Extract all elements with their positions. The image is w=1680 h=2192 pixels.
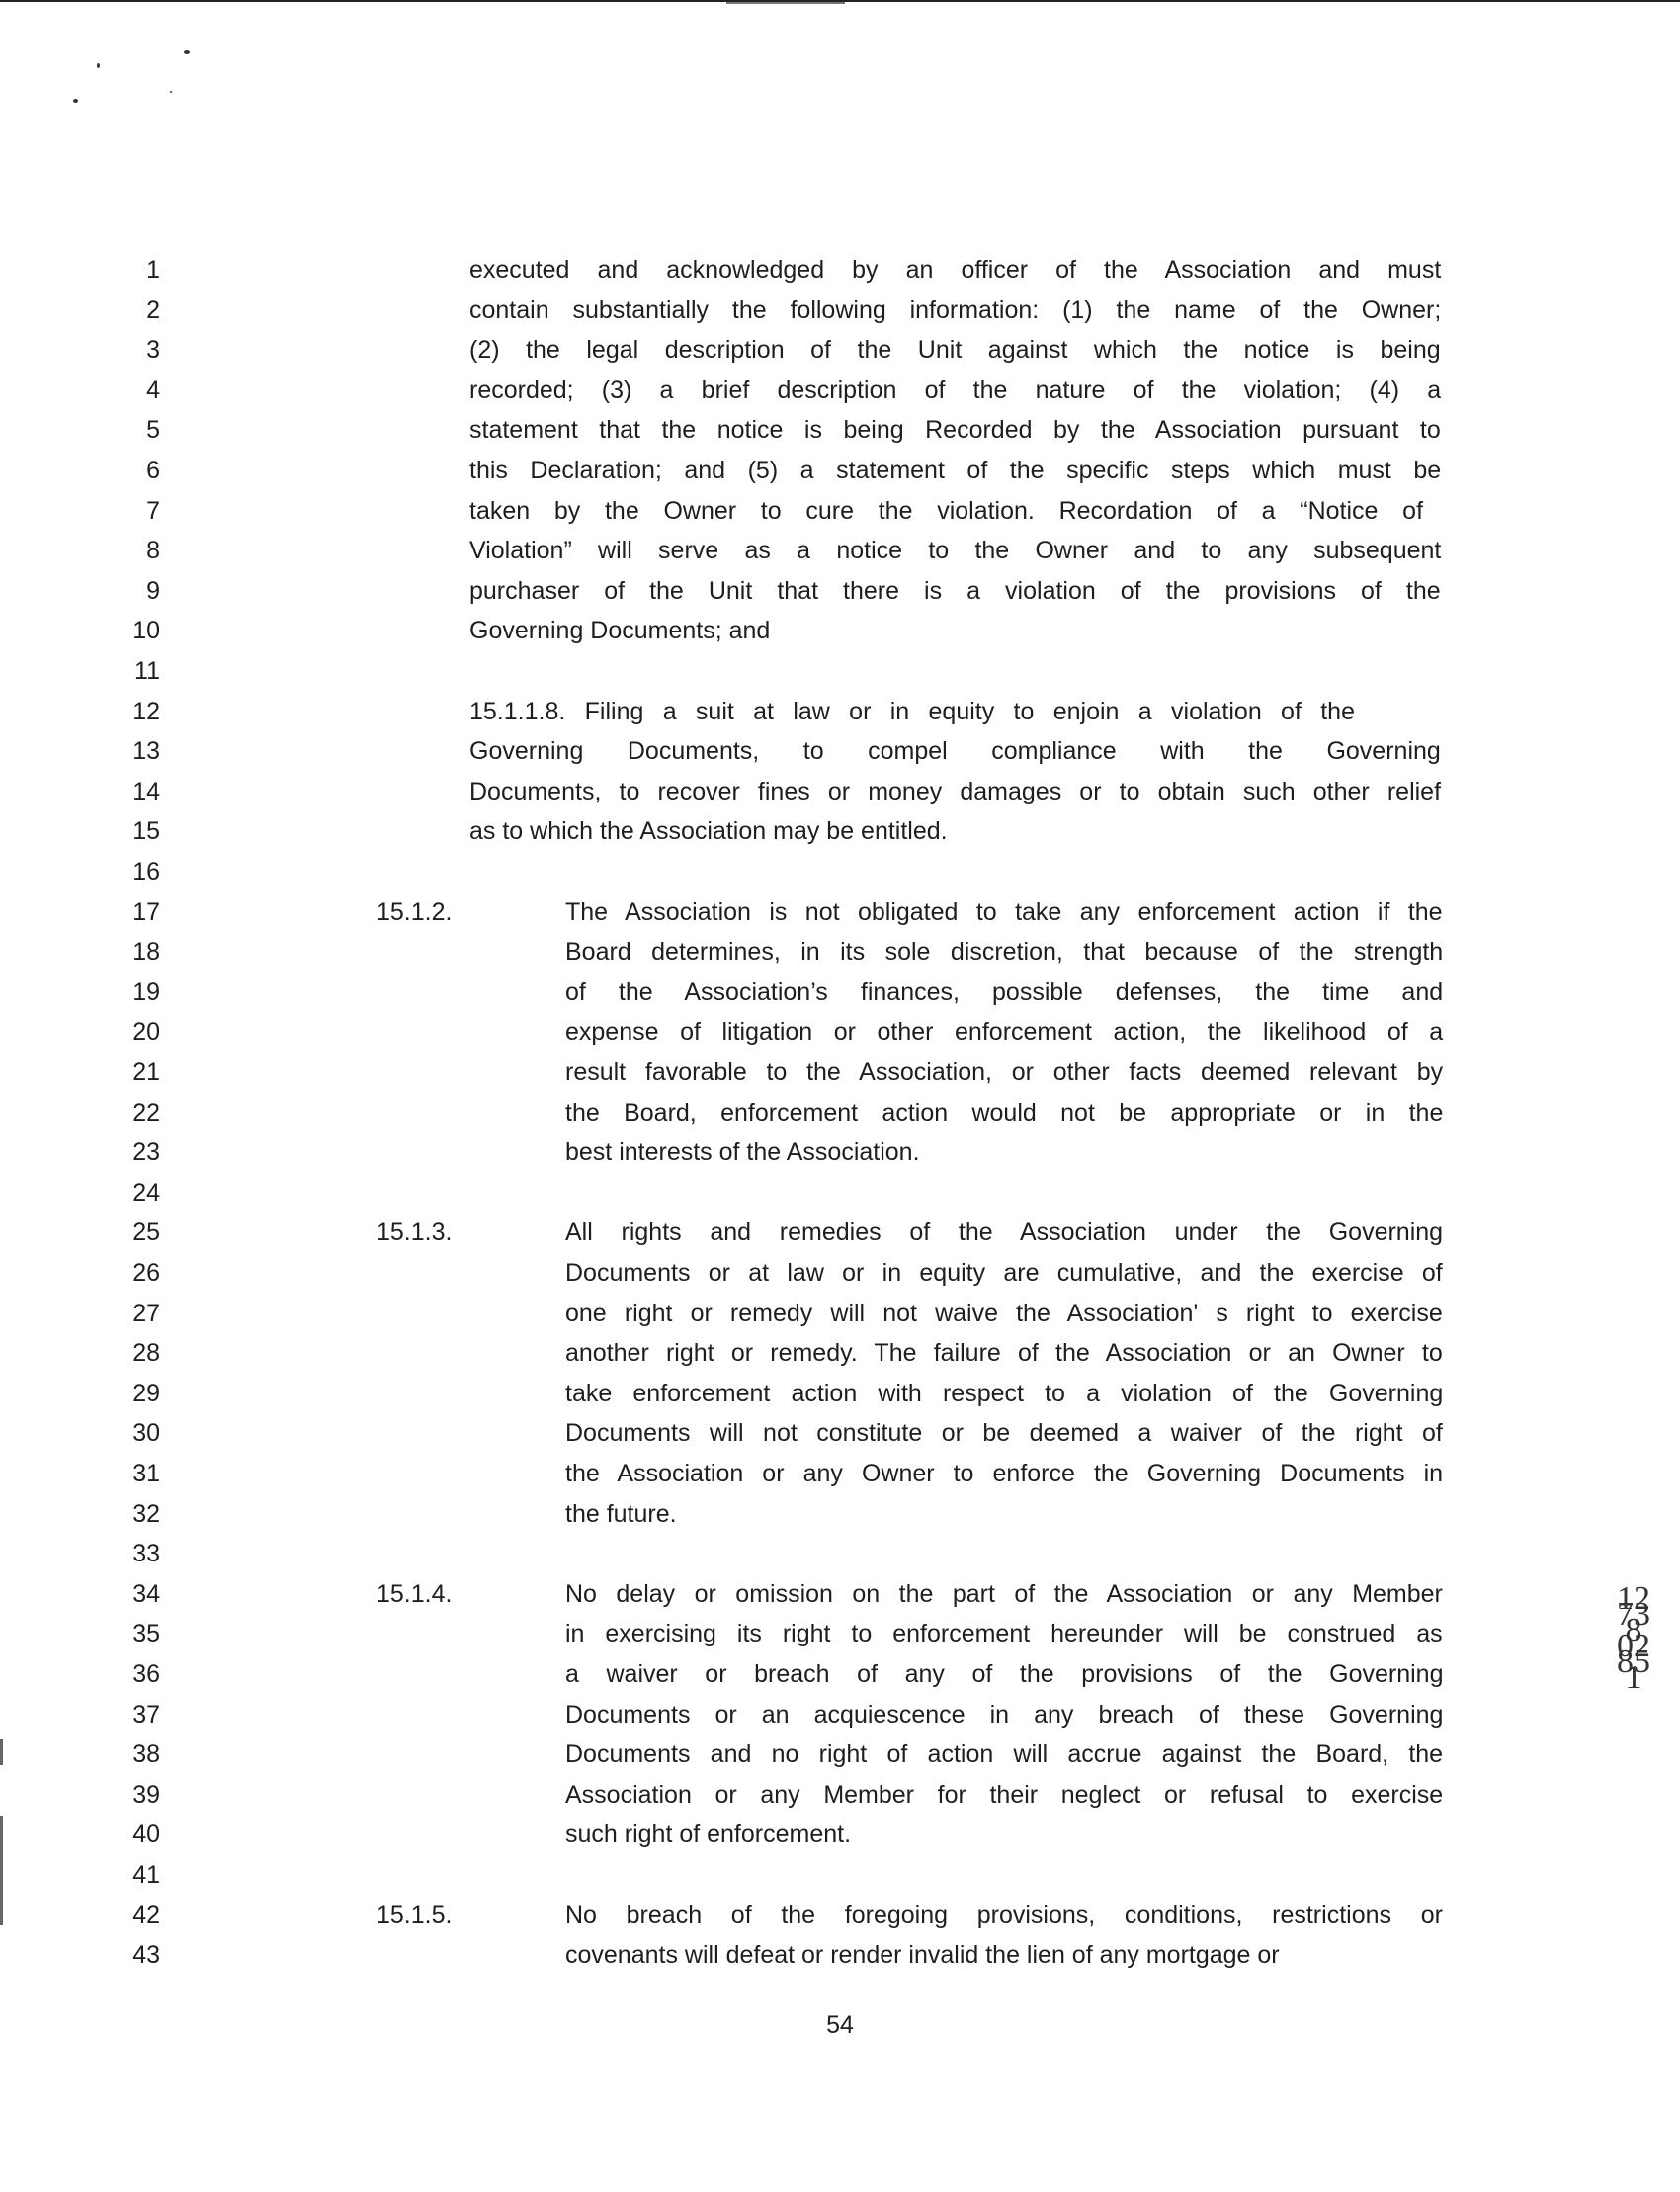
paragraph-line: expense of litigation or other enforcement action, the likelihood of a — [565, 1018, 1444, 1047]
paragraph-line: take enforcement action with respect to a violation of the Governing — [565, 1379, 1444, 1407]
paragraph-line: Violation” will serve as a notice to the Owner and to any subsequent — [469, 537, 1442, 565]
scan-edge — [0, 1816, 3, 1925]
paragraph-line: Association or any Member for their neglect or refusal to exercise — [565, 1780, 1444, 1809]
line-number: 39 — [132, 1780, 160, 1809]
line-number: 6 — [146, 457, 160, 484]
paragraph — [565, 1219, 1443, 1540]
line-number: 7 — [146, 496, 160, 525]
paragraph-line: a waiver or breach of any of the provisions of the Governing — [565, 1659, 1444, 1688]
line-number: 24 — [132, 1178, 160, 1207]
line-number: 9 — [146, 576, 160, 605]
line-number: 36 — [132, 1660, 160, 1688]
paragraph-line: another right or remedy. The failure of the Association or an Owner to — [565, 1339, 1443, 1368]
line-number: 23 — [132, 1138, 160, 1167]
paragraph-line: The Association is not obligated to take any enforcement action if the — [565, 897, 1443, 926]
line-number: 28 — [132, 1339, 160, 1368]
line-number: 27 — [132, 1299, 160, 1327]
paragraph-line: Governing Documents; and — [469, 617, 771, 645]
paragraph-line: All rights and remedies of the Association under the Governing — [565, 1219, 1444, 1247]
section-number: 15.1.5. — [377, 1900, 453, 1929]
paragraph-line: purchaser of the Unit that there is a violation of the provisions of the — [469, 576, 1441, 605]
paragraph-line: Documents and no right of action will accrue against the Board, the — [565, 1740, 1444, 1769]
scan-speck — [184, 50, 190, 54]
paragraph-line: best interests of the Association. — [565, 1138, 920, 1167]
paragraph — [565, 1901, 1443, 1981]
paragraph-line: such right of enforcement. — [565, 1820, 852, 1849]
section-number: 15.1.2. — [377, 897, 453, 926]
line-number: 10 — [132, 617, 160, 645]
scan-speck — [170, 91, 172, 93]
paragraph-line: No breach of the foregoing provisions, conditions, restrictions or — [565, 1900, 1443, 1929]
line-number: 34 — [132, 1579, 160, 1608]
page-number: 54 — [826, 2011, 854, 2039]
paragraph-line: executed and acknowledged by an officer of the Association and must — [469, 256, 1442, 284]
line-number: 1 — [146, 256, 160, 284]
line-number: 29 — [132, 1379, 160, 1407]
paragraph — [565, 1580, 1443, 1861]
paragraph-line: the Board, enforcement action would not be appropriate or in the — [565, 1098, 1444, 1127]
paragraph-line: of the Association’s finances, possible defenses, the time and — [565, 977, 1444, 1006]
line-number: 16 — [132, 858, 160, 885]
paragraph-line: one right or remedy will not waive the Association' s right to exercise — [565, 1299, 1443, 1327]
line-number: 2 — [146, 295, 160, 324]
paragraph — [469, 256, 1441, 657]
line-number: 30 — [132, 1419, 160, 1448]
paragraph-line: this Declaration; and (5) a statement of the specific steps which must be — [469, 457, 1442, 484]
paragraph-line: covenants will defeat or render invalid the lien of any mortgage or — [565, 1941, 1280, 1970]
paragraph — [565, 898, 1443, 1179]
line-number: 3 — [146, 336, 160, 365]
line-number: 25 — [132, 1219, 160, 1247]
line-number: 33 — [132, 1540, 160, 1568]
scan-speck — [73, 99, 78, 103]
line-number: 35 — [132, 1620, 160, 1648]
line-number: 42 — [132, 1900, 160, 1929]
paragraph-line: taken by the Owner to cure the violation. Recordation of a “Notice of — [469, 496, 1424, 525]
line-number: 12 — [132, 697, 160, 725]
paragraph-line: in exercising its right to enforcement hereunder will be construed as — [565, 1620, 1443, 1648]
line-number: 8 — [146, 537, 160, 565]
line-number: 18 — [132, 938, 160, 967]
line-number: 21 — [132, 1058, 160, 1086]
line-number: 20 — [132, 1018, 160, 1047]
paragraph-line: result favorable to the Association, or other facts deemed relevant by — [565, 1057, 1444, 1086]
line-number: 38 — [132, 1740, 160, 1769]
section-number: 15.1.3. — [377, 1219, 453, 1247]
line-number: 14 — [132, 777, 160, 805]
line-number: 5 — [146, 416, 160, 445]
scan-edge — [0, 1739, 3, 1765]
paragraph-line: Documents or at law or in equity are cumulative, and the exercise of — [565, 1258, 1443, 1287]
line-number: 15 — [132, 817, 160, 846]
line-number: 19 — [132, 977, 160, 1006]
paragraph-line: Documents will not constitute or be deemed a waiver of the right of — [565, 1419, 1443, 1448]
paragraph — [469, 698, 1441, 858]
paragraph-line: recorded; (3) a brief description of the nature of the violation; (4) a — [469, 376, 1442, 404]
line-number: 32 — [132, 1499, 160, 1528]
paragraph-line: statement that the notice is being Recorded by the Association pursuant to — [469, 416, 1441, 445]
recording-stamp: 12738 02851 — [1617, 1580, 1650, 1696]
line-number: 40 — [132, 1820, 160, 1849]
paragraph-line: the Association or any Owner to enforce the Governing Documents in — [565, 1459, 1444, 1487]
line-number: 31 — [132, 1460, 160, 1487]
paragraph-line: Documents, to recover fines or money damages or to obtain such other relief — [469, 777, 1442, 805]
line-number: 43 — [132, 1941, 160, 1970]
line-number: 4 — [146, 376, 160, 404]
section-number: 15.1.4. — [377, 1579, 453, 1608]
line-number: 22 — [132, 1098, 160, 1127]
paragraph-line: Governing Documents, to compel compliance with the Governing — [469, 737, 1441, 766]
line-number: 17 — [132, 897, 160, 926]
top-rule-mark — [726, 2, 845, 4]
paragraph-line: as to which the Association may be entitled. — [469, 817, 948, 846]
line-number: 13 — [132, 737, 160, 766]
line-number: 41 — [132, 1861, 160, 1889]
paragraph-line: the future. — [565, 1499, 677, 1528]
line-number: 26 — [132, 1259, 160, 1287]
line-number: 11 — [134, 657, 160, 685]
paragraph-line: Board determines, in its sole discretion, that because of the strength — [565, 938, 1444, 967]
paragraph-line: 15.1.1.8. Filing a suit at law or in equity to enjoin a violation of the — [469, 697, 1355, 725]
paragraph-line: contain substantially the following information: (1) the name of the Owner; — [469, 295, 1442, 324]
paragraph-line: (2) the legal description of the Unit against which the notice is being — [469, 336, 1441, 365]
line-number: 37 — [132, 1700, 160, 1728]
paragraph-line: No delay or omission on the part of the Association or any Member — [565, 1579, 1443, 1608]
paragraph-line: Documents or an acquiescence in any breach of these Governing — [565, 1700, 1444, 1728]
scan-speck — [97, 63, 100, 68]
